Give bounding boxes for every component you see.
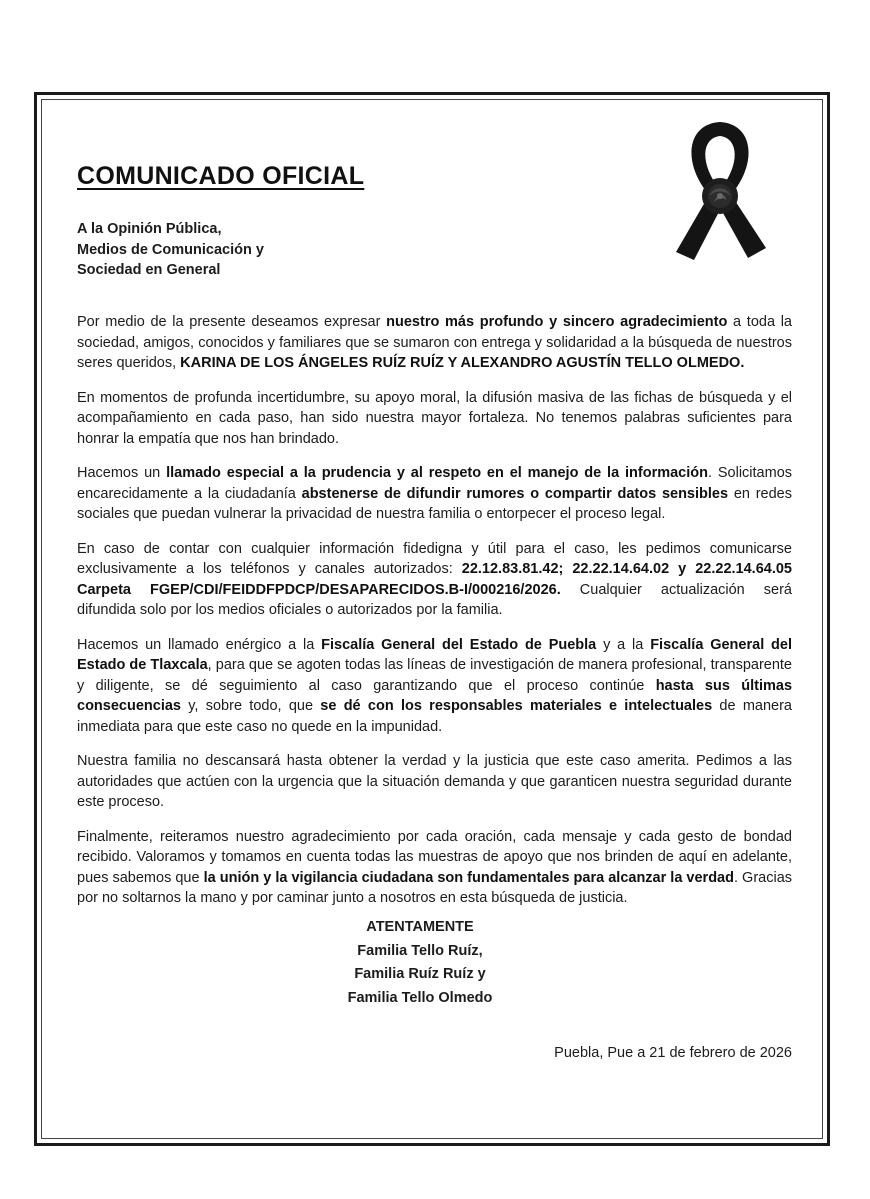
signature-family: Familia Tello Olmedo — [347, 989, 493, 1006]
signature-closing: ATENTAMENTE — [366, 919, 474, 935]
recipients-block — [77, 219, 477, 281]
signature-family: Familia Ruíz Ruíz y — [354, 966, 486, 982]
paragraph-gratitude: Por medio de la presente deseamos expresar nuestro más profundo y sincero agradecimiento a toda la sociedad, amigos, conocidos y familiares que se sumaron con entrega y solidaridad a la búsqueda de nuestros seres queridos, KARINA DE LOS ÁNGELES RUÍZ RUÍZ Y ALEXANDRO AGUSTÍN TELLO OLMEDO. — [77, 314, 792, 371]
document-title: COMUNICADO OFICIAL — [77, 162, 365, 190]
paragraph-closing: Finalmente, reiteramos nuestro agradecimiento por cada oración, cada mensaje y cada gesto de bondad recibido. Valoramos y tomamos en cuenta todas las muestras de apoyo que nos brinden de aquí en adelante, pues sabemos que la unión y la vigilancia ciudadana son fundamentales para alcanzar la verdad. Gracias por no soltarnos la mano y por caminar junto a nosotros en esta búsqueda de justicia. — [77, 828, 793, 906]
recipient-line: Medios de Comunicación y — [77, 241, 264, 258]
paragraph-support: En momentos de profunda incertidumbre, su apoyo moral, la difusión masiva de las fichas de búsqueda y el acompañamiento en cada paso, han sido nuestra mayor fortaleza. No tenemos palabras suficientes para honrar la empatía que nos han brindado. — [77, 389, 792, 447]
mourning-ribbon-icon — [668, 112, 772, 268]
recipient-line: A la Opinión Pública, — [77, 221, 222, 237]
paragraph-authorities: Hacemos un llamado enérgico a la Fiscalía General del Estado de Puebla y a la Fiscalía General del Estado de Tlaxcala, para que se agoten todas las líneas de investigación de manera profesional, transparente y diligente, se dé seguimiento al caso garantizando que el proceso continúe hasta sus últimas consecuencias y, sobre todo, que se dé con los responsables materiales e intelectuales de manera inmediata para que este caso no quede en la impunidad. — [77, 636, 793, 735]
paragraph-justice: Nuestra familia no descansará hasta obtener la verdad y la justicia que este caso amerita. Pedimos a las autoridades que actúen con la urgencia que la situación demanda y que garanticen nuestra seguridad durante este proceso. — [77, 753, 792, 810]
dateline: Puebla, Pue a 21 de febrero de 2026 — [554, 1045, 792, 1061]
recipient-line: Sociedad en General — [77, 262, 221, 278]
paragraph-prudence: Hacemos un llamado especial a la prudencia y al respeto en el manejo de la información. Solicitamos encarecidamente a la ciudadanía abstenerse de difundir rumores o compartir datos sensibles en redes sociales que puedan vulnerar la privacidad de nuestra familia o entorpecer el proceso legal. — [77, 465, 793, 522]
paragraph-contact: En caso de contar con cualquier información fidedigna y útil para el caso, les pedimos comunicarse exclusivamente a los teléfonos y canales autorizados: 22.12.83.81.42; 22.22.14.64.02 y 22.22.14.64.05 Carpeta FGEP/CDI/FEIDDFPDCP/DESAPARECIDOS.B-I/000216/2026. Cualquier actualización será difundida solo por los medios oficiales o autorizados por la familia. — [77, 540, 793, 618]
signature-block — [300, 916, 540, 1010]
signature-family: Familia Tello Ruíz, — [357, 942, 483, 959]
document-body — [77, 312, 792, 923]
